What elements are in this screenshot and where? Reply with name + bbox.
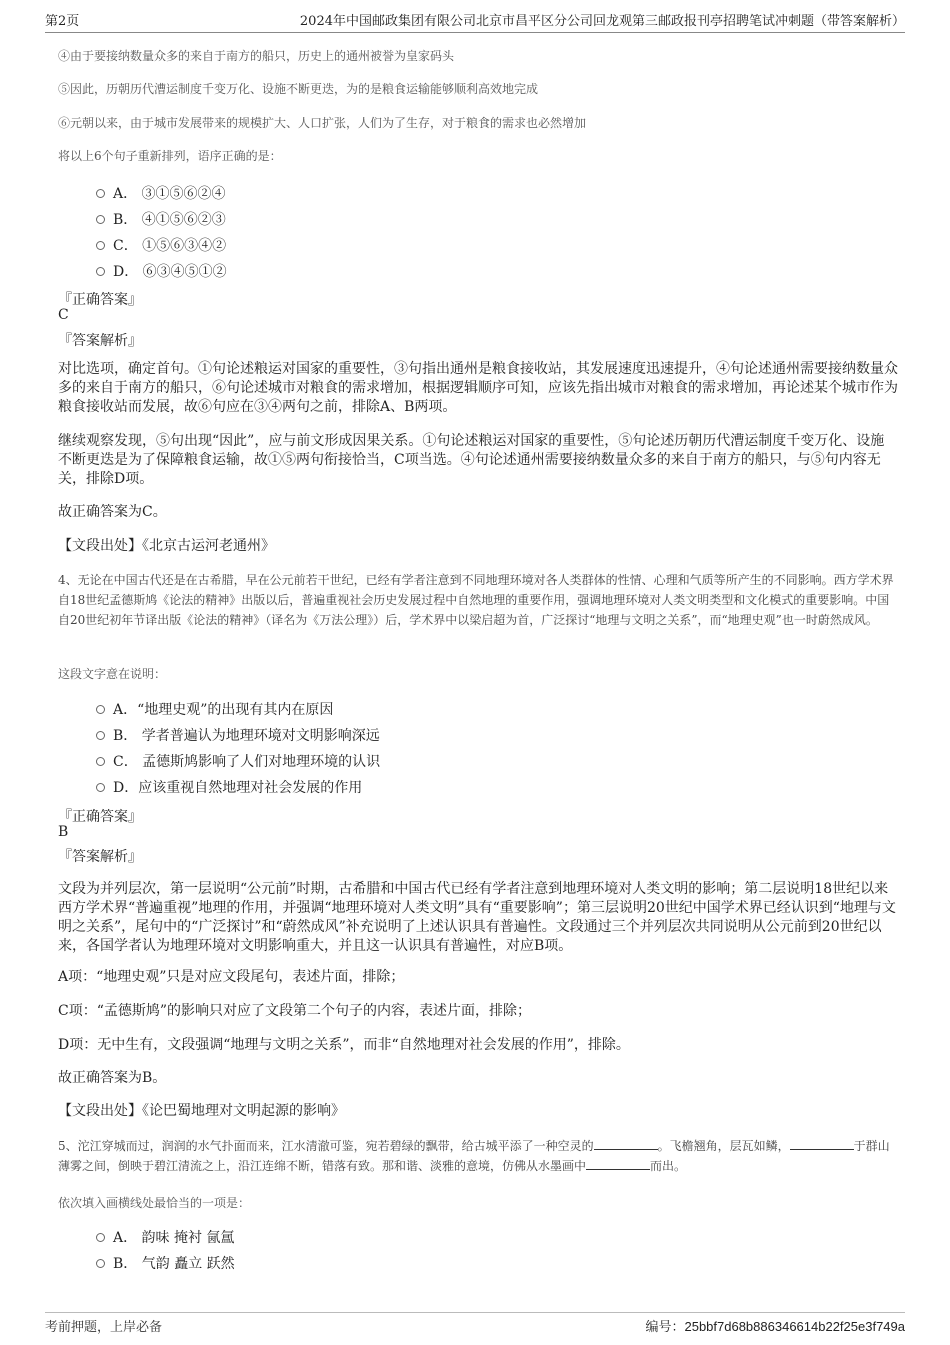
q4-option-a[interactable]: A．“地理史观”的出现有其内在原因 [96, 700, 333, 720]
blank-3 [586, 1157, 650, 1170]
q3-analysis-label: 『答案解析』 [58, 333, 142, 349]
q3-option-d[interactable]: D． ⑥③④⑤①② [96, 262, 227, 282]
q4-analysis-label: 『答案解析』 [58, 849, 142, 865]
q4-answer-label: 『正确答案』 [58, 809, 142, 825]
footer-divider [45, 1312, 905, 1313]
q3-analysis-1: 对比选项，确定首句。①句论述粮运对国家的重要性，③句指出通州是粮食接收站，其发展速度迅速提升，④句论述通州需要接纳数量众多的来自于南方的船只，⑥句论述城市对粮食的需求增加，根据逻辑顺序可知，应该先指出城市对粮食的需求增加，再论述某个城市作为粮食接收站而发展，故⑥句应在③④两句之前，排除A、B两项。 [58, 361, 898, 415]
q4-conclusion: 故正确答案为B。 [58, 1070, 167, 1086]
q4-analysis-d: D项：无中生有，文段强调“地理与文明之关系”，而非“自然地理对社会发展的作用”，排除。 [58, 1037, 630, 1053]
radio-icon[interactable] [96, 731, 105, 740]
blank-1 [594, 1137, 658, 1150]
q4-option-b[interactable]: B． 学者普遍认为地理环境对文明影响深远 [96, 726, 380, 746]
document-title: 2024年中国邮政集团有限公司北京市昌平区分公司回龙观第三邮政报刊亭招聘笔试冲刺题（带答案解析） [299, 14, 905, 29]
q5-option-a[interactable]: A． 韵味 掩衬 氤氲 [96, 1228, 234, 1248]
footer-slogan: 考前押题，上岸必备 [45, 1320, 163, 1335]
radio-icon[interactable] [96, 757, 105, 766]
q3-conclusion: 故正确答案为C。 [58, 504, 167, 520]
q4-analysis-1: 文段为并列层次，第一层说明“公元前”时期，古希腊和中国古代已经有学者注意到地理环境对人类文明的影响；第二层说明18世纪以来西方学术界“普遍重视”地理的作用，并强调“地理环境对人类文明”具有“重要影响”；第三层说明20世纪中国学术界已经认识到“地理与文明之关系”，尾句中的“广泛探讨”和“蔚然成风”补充说明了上述认识具有普遍性。文段通过三个并列层次共同说明从公元前到20世纪以来，各国学者认为地理环境对文明影响重大，并且这一认识具有普遍性，对应B项。 [58, 881, 896, 954]
radio-icon[interactable] [96, 783, 105, 792]
q3-option-b[interactable]: B． ④①⑤⑥②③ [96, 210, 226, 230]
blank-2 [790, 1137, 854, 1150]
radio-icon[interactable] [96, 267, 105, 276]
q3-answer: C [58, 307, 69, 323]
q3-source: 【文段出处】《北京古运河老通州》 [58, 538, 275, 554]
q4-analysis-c: C项：“孟德斯鸠”的影响只对应了文段第二个句子的内容，表述片面，排除； [58, 1003, 532, 1019]
q4-stem: 4、无论在中国古代还是在古希腊，早在公元前若干世纪，已经有学者注意到不同地理环境对各人类群体的性情、心理和气质等所产生的不同影响。西方学术界自18世纪孟德斯鸠《论法的精神》出版以后，普遍重视社会历史发展过程中自然地理的重要作用，强调地理环境对人类文明类型和文化模式的重要影响。中国自20世纪初年节译出版《论法的精神》（译名为《万法公理》）后，学术界中以梁启超为首，广泛探讨“地理与文明之关系”，而“地理史观”也一时蔚然成风。 [58, 573, 894, 627]
q4-source: 【文段出处】《论巴蜀地理对文明起源的影响》 [58, 1103, 345, 1119]
radio-icon[interactable] [96, 189, 105, 198]
q5-option-b[interactable]: B． 气韵 矗立 跃然 [96, 1254, 235, 1274]
q3-analysis-2: 继续观察发现，⑤句出现“因此”，应与前文形成因果关系。①句论述粮运对国家的重要性，⑤句论述历朝历代漕运制度千变万化、设施不断更迭是为了保障粮食运输，故①⑤两句衔接恰当，C项当选。④句论述通州需要接纳数量众多的来自于南方的船只，与⑤句内容无关，排除D项。 [58, 433, 885, 487]
q5-prompt: 依次填入画横线处最恰当的一项是： [58, 1196, 251, 1210]
header-divider [45, 32, 905, 33]
q4-prompt: 这段文字意在说明： [58, 667, 167, 681]
q4-answer: B [58, 824, 69, 840]
radio-icon[interactable] [96, 215, 105, 224]
q4-option-d[interactable]: D．应该重视自然地理对社会发展的作用 [96, 778, 362, 798]
q3-option-a[interactable]: A． ③①⑤⑥②④ [96, 184, 226, 204]
sentence-5: ⑤因此，历朝历代漕运制度千变万化、设施不断更迭，为的是粮食运输能够顺利高效地完成 [58, 82, 539, 96]
sentence-6: ⑥元朝以来，由于城市发展带来的规模扩大、人口扩张，人们为了生存，对于粮食的需求也必然增加 [58, 116, 587, 130]
radio-icon[interactable] [96, 1259, 105, 1268]
q3-answer-label: 『正确答案』 [58, 292, 142, 308]
sentence-4: ④由于要接纳数量众多的来自于南方的船只，历史上的通州被誉为皇家码头 [58, 49, 455, 63]
page-number: 第2页 [45, 14, 80, 29]
q3-prompt: 将以上6个句子重新排列，语序正确的是： [58, 149, 282, 163]
document-code: 编号：25bbf7d68b886346614b22f25e3f749a [645, 1319, 905, 1335]
q5-stem: 5、沱江穿城而过，润润的水气扑面而来，江水清澈可鉴，宛若碧绿的飘带，给古城平添了一种空灵的 。飞檐翘角，层瓦如鳞， 于群山薄雾之间，倒映于碧江清流之上，沿江连绵不断，错落有致。那和谐、淡雅的意境，仿佛从水墨画中 而出。 [58, 1139, 890, 1173]
radio-icon[interactable] [96, 241, 105, 250]
q4-analysis-a: A项：“地理史观”只是对应文段尾句，表述片面，排除； [58, 969, 405, 985]
q3-option-c[interactable]: C． ①⑤⑥③④② [96, 236, 226, 256]
radio-icon[interactable] [96, 705, 105, 714]
radio-icon[interactable] [96, 1233, 105, 1242]
q4-option-c[interactable]: C． 孟德斯鸠影响了人们对地理环境的认识 [96, 752, 380, 772]
